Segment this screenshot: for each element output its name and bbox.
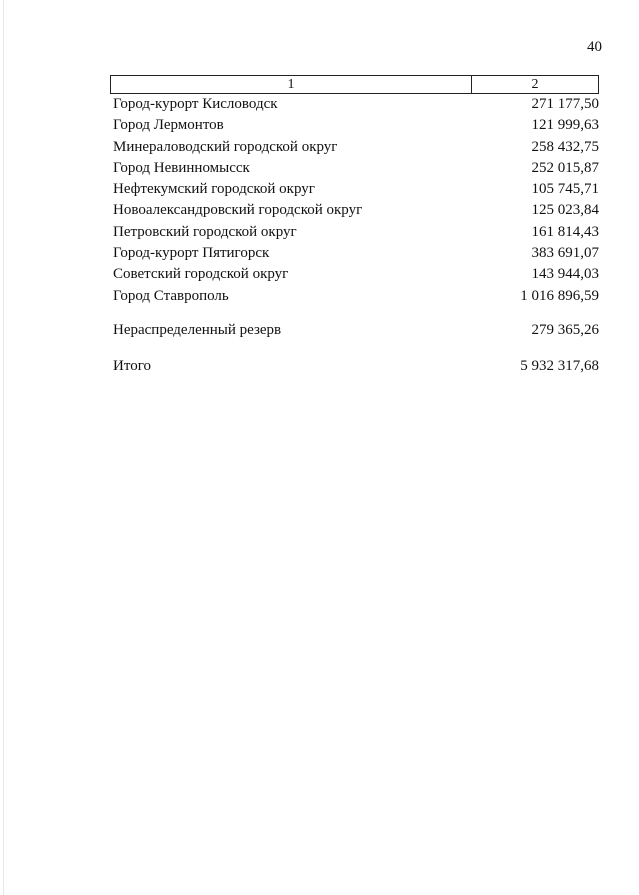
row-name: Город Лермонтов xyxy=(113,117,224,134)
row-name: Советский городской округ xyxy=(113,266,289,283)
scan-edge-line xyxy=(3,0,4,895)
row-name: Новоалександровский городской округ xyxy=(113,202,363,219)
row-name: Минераловодский городской округ xyxy=(113,138,338,155)
row-value: 121 999,63 xyxy=(531,117,599,134)
reserve-row xyxy=(113,320,599,341)
table-row xyxy=(113,286,599,307)
row-name: Город-курорт Кисловодск xyxy=(113,96,278,112)
total-row xyxy=(113,356,599,377)
row-value: 258 432,75 xyxy=(531,138,599,155)
table-body xyxy=(113,94,599,307)
row-name: Город Невинномысск xyxy=(113,159,250,176)
row-value: 125 023,84 xyxy=(531,202,599,219)
column-2-header: 2 xyxy=(531,77,539,92)
column-1-header: 1 xyxy=(111,76,472,93)
row-value: 383 691,07 xyxy=(531,245,599,262)
total-value: 5 932 317,68 xyxy=(520,358,599,374)
table-row xyxy=(113,115,599,136)
reserve-value: 279 365,26 xyxy=(531,322,599,338)
table-row xyxy=(113,264,599,285)
row-name: Город-курорт Пятигорск xyxy=(113,245,270,262)
table-row xyxy=(113,94,599,115)
table-row xyxy=(113,222,599,243)
row-value: 252 015,87 xyxy=(531,159,599,176)
table-row xyxy=(113,243,599,264)
row-name: Город Ставрополь xyxy=(113,287,229,304)
row-value: 271 177,50 xyxy=(531,96,599,112)
row-value: 1 016 896,59 xyxy=(520,287,599,304)
table-row xyxy=(113,137,599,158)
total-label: Итого xyxy=(113,358,151,374)
page-number: 40 xyxy=(587,39,602,55)
table-row xyxy=(113,179,599,200)
row-value: 161 814,43 xyxy=(531,223,599,240)
row-name: Петровский городской округ xyxy=(113,223,297,240)
table-header xyxy=(110,75,599,94)
reserve-name: Нераспределенный резерв xyxy=(113,322,282,338)
table-row xyxy=(113,200,599,221)
table-row xyxy=(113,158,599,179)
row-value: 143 944,03 xyxy=(531,266,599,283)
row-name: Нефтекумский городской округ xyxy=(113,181,315,198)
row-value: 105 745,71 xyxy=(531,181,599,198)
